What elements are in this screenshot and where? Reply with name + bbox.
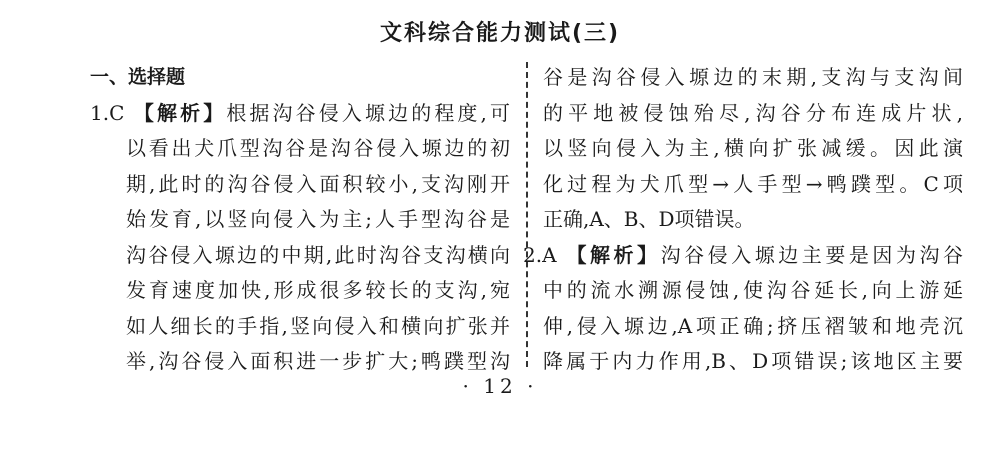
question-1-text-line: 发育速度加快,形成很多较长的支沟,宛	[126, 278, 510, 302]
question-1-text-line: 如人细长的手指,竖向侵入和横向扩张并	[126, 313, 510, 338]
right-column	[523, 60, 964, 380]
question-1-text-line: 始发育,以竖向侵入为主;人手型沟谷是	[126, 207, 510, 231]
question-1-first-line	[90, 96, 510, 132]
question-1-text-line: 正确,A、B、D项错误。	[543, 207, 755, 231]
question-1-text-line: 举,沟谷侵入面积进一步扩大;鸭蹼型沟	[126, 349, 510, 373]
question-2-text-line: 沟谷侵入塬边主要是因为沟谷	[660, 242, 964, 267]
question-1-text-line: 期,此时的沟谷侵入面积较小,支沟刚开	[126, 171, 510, 196]
column-divider	[526, 62, 528, 367]
left-column	[90, 60, 510, 380]
question-1-text-line: 以竖向侵入为主,横向扩张减缓。因此演	[543, 136, 963, 160]
section-heading: 一、选择题	[90, 66, 186, 88]
question-2-number: 2.A	[523, 242, 557, 267]
page-number: · 12 ·	[462, 374, 538, 398]
question-2-text-line: 降属于内力作用,B、D项错误;该地区主要	[543, 349, 963, 373]
question-1-text-line: 谷是沟谷侵入塬边的末期,支沟与支沟间	[543, 65, 963, 89]
question-2-analysis-tag: 【解析】	[566, 242, 661, 267]
page-title: 文科综合能力测试(三)	[379, 21, 621, 46]
question-1-text-line: 沟谷侵入塬边的中期,此时沟谷支沟横向	[126, 242, 510, 267]
question-2-text-line: 中的流水溯源侵蚀,使沟谷延长,向上游延	[543, 278, 963, 302]
question-1-text-line: 化过程为犬爪型→人手型→鸭蹼型。C项	[543, 171, 963, 196]
question-1-text-line: 的平地被侵蚀殆尽,沟谷分布连成片状,	[543, 100, 963, 125]
question-1-text-line: 以看出犬爪型沟谷是沟谷侵入塬边的初	[126, 136, 510, 160]
question-1-analysis-tag: 【解析】	[133, 100, 227, 125]
question-1-number: 1.C	[90, 100, 125, 125]
question-1-text-line: 根据沟谷侵入塬边的程度,可	[226, 100, 511, 125]
question-2-text-line: 伸,侵入塬边,A项正确;挤压褶皱和地壳沉	[543, 313, 963, 338]
question-2-first-line	[523, 238, 963, 274]
